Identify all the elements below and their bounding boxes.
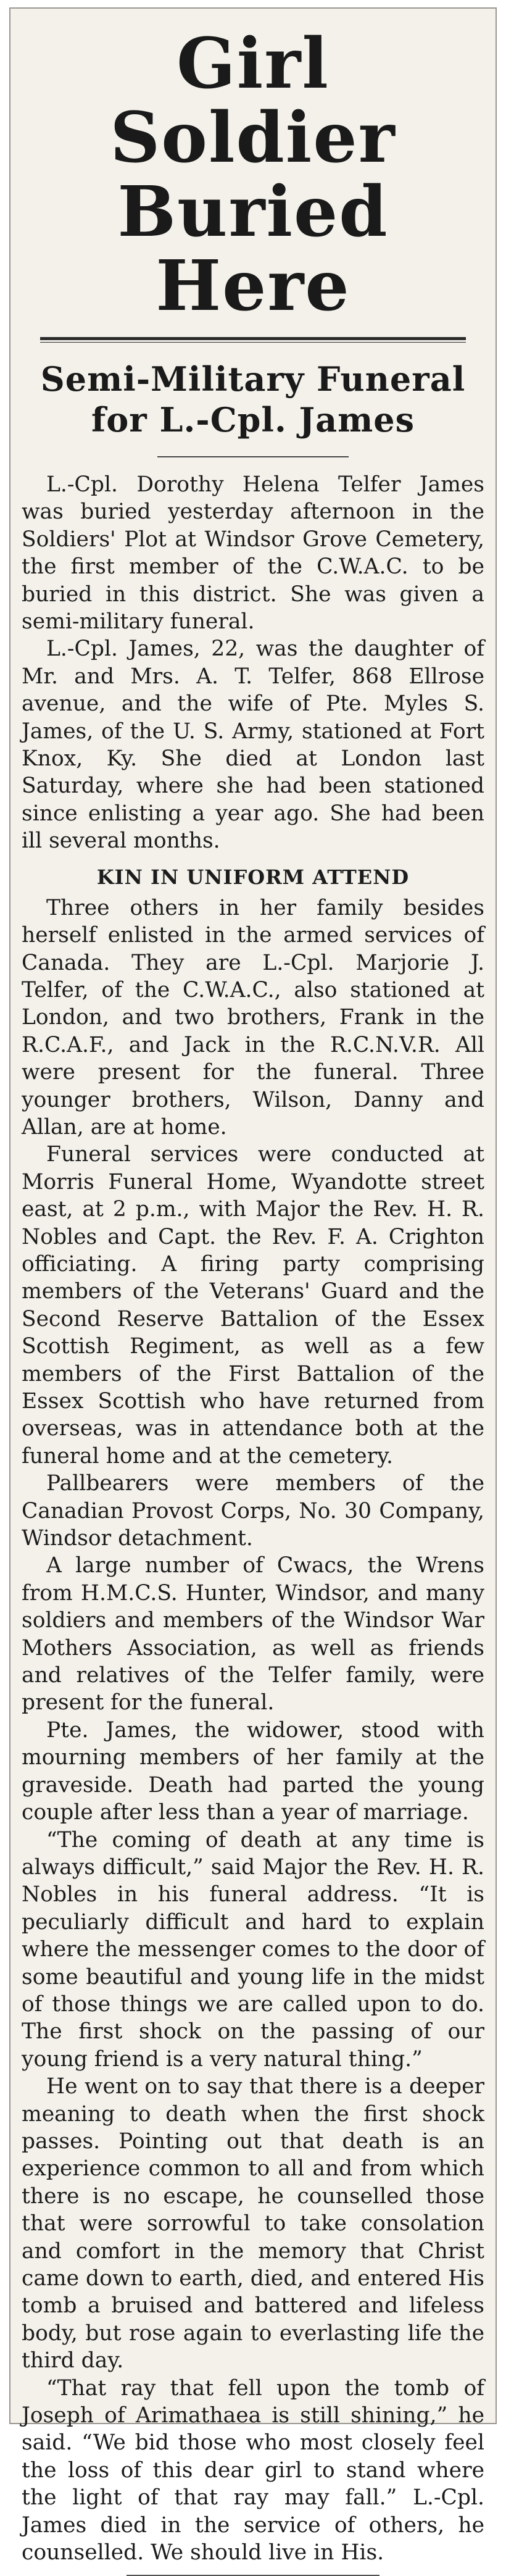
paragraph: “The coming of death at any time is always difficult,” said Major the Rev. H. R. Nobles in his funeral address. “It is peculiarly difficult and hard to explain where the messenger comes to the door of some beautiful and young life in the midst of those things we are called upon to do. The first shock on the passing of our young friend is a very natural thing.” — [22, 1827, 484, 2072]
article-body — [22, 471, 484, 2566]
paragraph: A large number of Cwacs, the Wrens from H.M.C.S. Hunter, Windsor, and many soldiers and members of the Windsor War Mothers Association, as well as friends and relatives of the Telfer family, were present for the funeral. — [22, 1553, 484, 1715]
headline-line-1: Girl Soldier — [110, 23, 396, 178]
newspaper-clipping — [9, 7, 497, 2566]
paragraph: L.-Cpl. Dorothy Helena Telfer James was buried yesterday afternoon in the Soldiers' Plot at Windsor Grove Cemetery, the first member of the C.W.A.C. to be buried in this district. She was given a semi-military funeral. — [22, 472, 484, 635]
paragraph: Pte. James, the widower, stood with mourning members of her family at the graveside. Death had parted the young couple after less than a year of marriage. — [22, 1717, 484, 1825]
paragraph: “That ray that fell upon the tomb of Joseph of Arimathaea is still shining,” he said. “We bid those who most closely feel the loss of this dear girl to stand where the light of that ray may fall.” L.-Cpl. James died in the service of others, he counselled. We should live in His. — [22, 2375, 484, 2566]
subheadline-line-1: Semi-Military Funeral — [40, 359, 466, 399]
subheadline-rule — [157, 456, 349, 457]
headline-line-2: Buried Here — [117, 172, 389, 327]
subheadline-line-2: for L.-Cpl. James — [91, 400, 415, 440]
crosshead: KIN IN UNIFORM ATTEND — [96, 865, 410, 889]
paragraph: Funeral services were conducted at Morris Funeral Home, Wyandotte street east, at 2 p.m., with Major the Rev. H. R. Nobles and Capt. the Rev. F. A. Crighton officiating. A firing party comprising members of the Veterans' Guard and the Second Reserve Battalion of the Essex Scottish Regiment, as well as a few members of the First Battalion of the Essex Scottish who have returned from overseas, was in attendance both at the funeral home and at the cemetery. — [22, 1142, 484, 1469]
headline-rule — [40, 337, 466, 343]
paragraph: L.-Cpl. James, 22, was the daughter of Mr. and Mrs. A. T. Telfer, 868 Ellrose avenue, and the wife of Pte. Myles S. James, of the U. S. Army, stationed at Fort Knox, Ky. She died at London last Saturday, where she had been stationed since enlisting a year ago. She had been ill several months. — [22, 636, 484, 854]
headline — [22, 23, 484, 327]
paragraph: He went on to say that there is a deeper meaning to death when the first shock passes. Pointing out that death is an experience common to all and from which there is no escape, he counselled those that were sorrowful to take consolation and comfort in the memory that Christ came down to earth, died, and entered His tomb a bruised and battered and lifeless body, but rose again to everlasting life the third day. — [22, 2074, 484, 2374]
paragraph: Three others in her family besides herself enlisted in the armed services of Canada. They are L.-Cpl. Marjorie J. Telfer, of the C.W.A.C., also stationed at London, and two brothers, Frank in the R.C.A.F., and Jack in the R.C.N.V.R. All were present for the funeral. Three younger brothers, Wilson, Danny and Allan, are at home. — [22, 895, 484, 1140]
subheadline — [22, 359, 484, 440]
paragraph: Pallbearers were members of the Canadian Provost Corps, No. 30 Company, Windsor detachment. — [22, 1471, 484, 1551]
